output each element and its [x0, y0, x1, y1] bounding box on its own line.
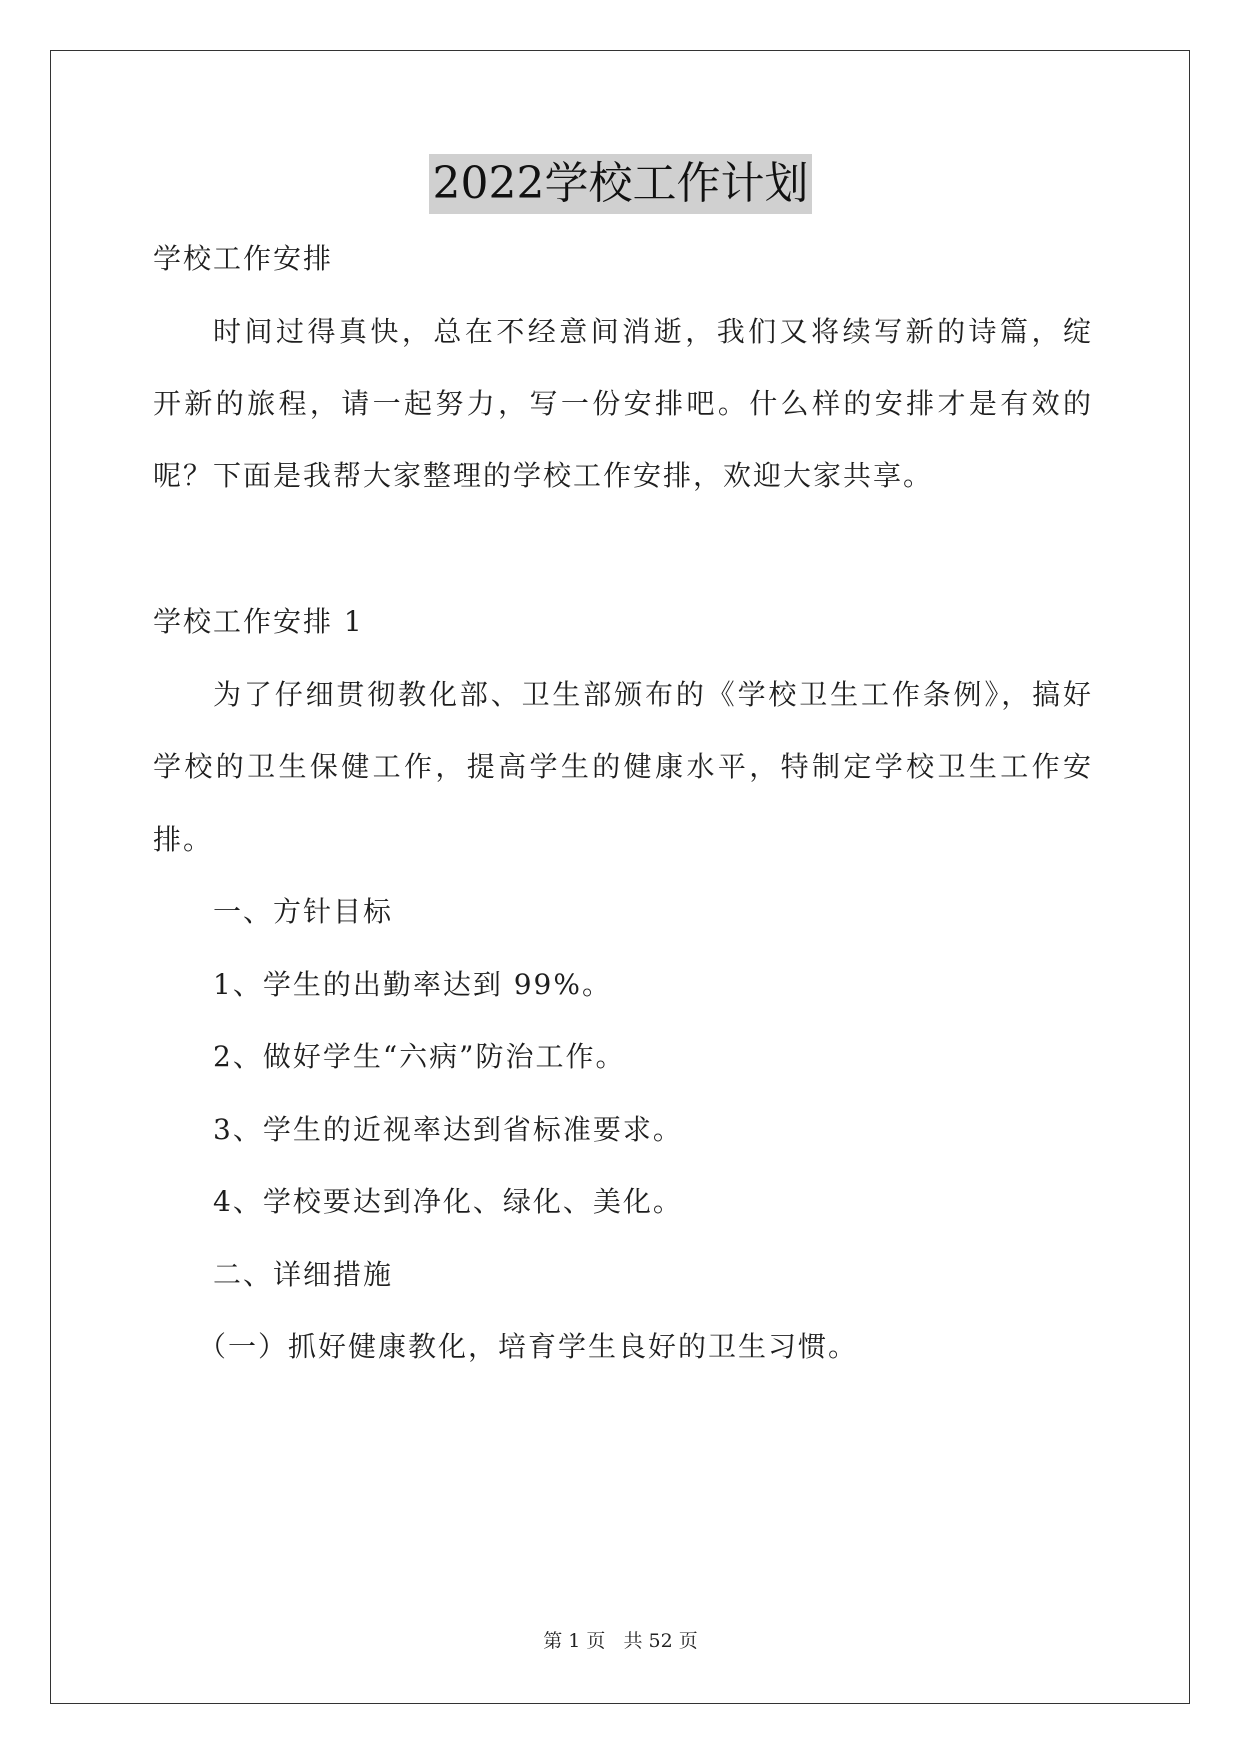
measure-item: （一）抓好健康教化，培育学生良好的卫生习惯。 [198, 1330, 859, 1363]
para-line-2: 学校的卫生保健工作，提高学生的健康水平，特制定学校卫生工作安 [153, 750, 1093, 783]
intro-line-3: 呢？下面是我帮大家整理的学校工作安排，欢迎大家共享。 [153, 459, 934, 492]
list-item: 3、学生的近视率达到省标准要求。 [213, 1113, 683, 1146]
list-item: 1、学生的出勤率达到 99%。 [213, 968, 612, 1001]
list-item: 2、做好学生“六病”防治工作。 [213, 1040, 626, 1073]
para-line-3: 排。 [153, 823, 214, 856]
intro-line-1: 时间过得真快，总在不经意间消逝，我们又将续写新的诗篇，绽 [213, 315, 1093, 348]
section-heading: 学校工作安排 1 [153, 605, 364, 638]
total-pages: 共 52 页 [623, 1630, 698, 1652]
title-container [0, 154, 1241, 214]
page-number: 第 1 页 [543, 1630, 606, 1652]
page-footer [0, 1629, 1241, 1653]
heading-measures: 二、详细措施 [213, 1258, 394, 1291]
heading-goals: 一、方针目标 [213, 895, 394, 928]
page-border [50, 50, 1190, 1704]
intro-line-2: 开新的旅程，请一起努力，写一份安排吧。什么样的安排才是有效的 [153, 387, 1093, 420]
section-heading: 学校工作安排 [153, 242, 334, 275]
para-line-1: 为了仔细贯彻教化部、卫生部颁布的《学校卫生工作条例》，搞好 [213, 678, 1093, 711]
list-item: 4、学校要达到净化、绿化、美化。 [213, 1185, 683, 1218]
document-title: 2022学校工作计划 [429, 154, 813, 214]
